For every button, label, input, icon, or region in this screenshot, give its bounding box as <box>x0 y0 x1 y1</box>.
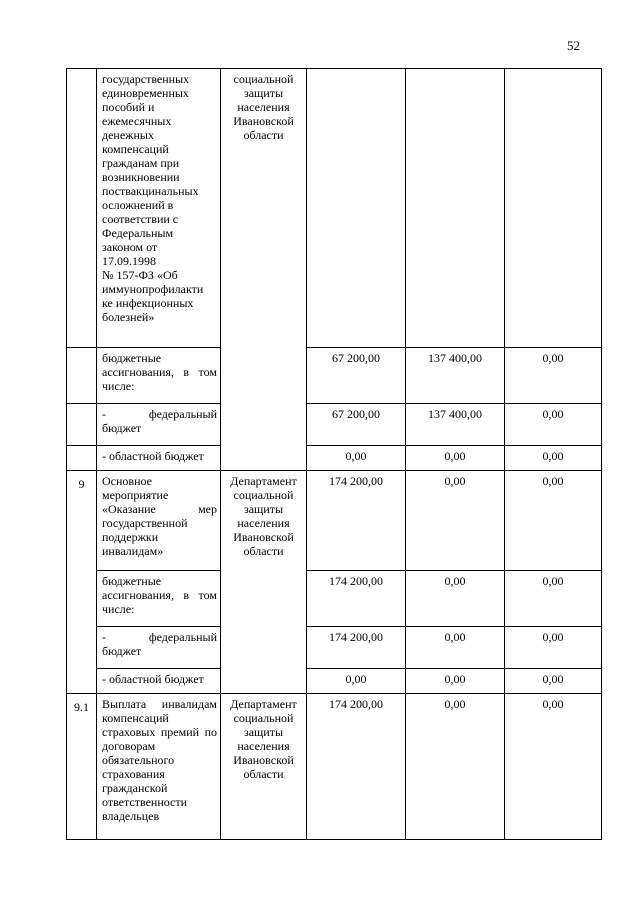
value-cell: 0,00 <box>505 348 602 404</box>
measure-name-cell <box>97 69 221 348</box>
executor-line: социальной <box>233 72 294 86</box>
name-line: болезней» <box>102 310 155 324</box>
measure-name-cell: - федеральный бюджет <box>97 404 221 446</box>
table-row <box>67 669 602 694</box>
row-number-cell <box>67 348 97 404</box>
executor-line: Ивановской <box>233 530 294 544</box>
value-cell: 0,00 <box>505 627 602 669</box>
value-cell: 0,00 <box>406 694 505 840</box>
name-line: ке инфекционных <box>102 296 194 310</box>
measure-name-cell: Выплата инвалидам компенсаций страховых премий по договорам обязательного страхования гражданской ответственности владельцев <box>97 694 221 840</box>
name-line: пособий и <box>102 100 155 114</box>
name-line: осложнений в <box>102 198 174 212</box>
value-cell: 0,00 <box>406 669 505 694</box>
name-line: компенсаций <box>102 142 169 156</box>
name-line: поствакцинальных <box>102 184 199 198</box>
name-line: государственных <box>102 72 190 86</box>
executor-line: защиты <box>243 502 284 516</box>
name-line: 17.09.1998 <box>102 254 156 268</box>
table-row <box>67 571 602 627</box>
value-cell: 0,00 <box>505 669 602 694</box>
table-row <box>67 404 602 446</box>
value-cell: 67 200,00 <box>307 404 406 446</box>
value-cell: 0,00 <box>505 694 602 840</box>
row-number-cell <box>67 446 97 471</box>
value-cell: 0,00 <box>505 571 602 627</box>
value-cell: 137 400,00 <box>406 348 505 404</box>
measure-name-cell: бюджетные ассигнования, в том числе: <box>97 348 221 404</box>
executor-line: социальной <box>233 488 294 502</box>
executor-line: Ивановской <box>233 753 294 767</box>
value-cell: 0,00 <box>505 446 602 471</box>
executor-line: социальной <box>233 711 294 725</box>
measure-name-cell: Основное мероприятие «Оказание мер государственной поддержки инвалидам» <box>97 471 221 571</box>
table-row <box>67 348 602 404</box>
name-line: Федеральным <box>102 226 174 240</box>
page-number: 52 <box>567 38 580 53</box>
value-cell <box>505 69 602 348</box>
table-row <box>67 69 602 348</box>
value-cell: 0,00 <box>406 627 505 669</box>
value-cell: 0,00 <box>406 471 505 571</box>
value-cell: 0,00 <box>406 446 505 471</box>
value-cell: 174 200,00 <box>307 627 406 669</box>
executor-cell <box>221 694 307 840</box>
value-cell: 0,00 <box>307 446 406 471</box>
name-line: денежных <box>102 128 154 142</box>
row-number-cell <box>67 404 97 446</box>
executor-line: Департамент <box>230 697 297 711</box>
name-line: законом от <box>102 240 158 254</box>
table-row <box>67 446 602 471</box>
value-cell: 0,00 <box>505 471 602 571</box>
executor-line: населения <box>237 100 290 114</box>
value-cell: 137 400,00 <box>406 404 505 446</box>
executor-cell <box>221 471 307 694</box>
executor-line: области <box>243 544 284 558</box>
table-row <box>67 471 602 571</box>
row-number-cell <box>67 69 97 348</box>
value-cell: 174 200,00 <box>307 694 406 840</box>
executor-line: защиты <box>243 725 284 739</box>
row-number-cell: 9 <box>67 471 97 694</box>
value-cell: 0,00 <box>406 571 505 627</box>
name-line: возникновении <box>102 170 180 184</box>
executor-line: защиты <box>243 86 284 100</box>
value-cell: 174 200,00 <box>307 471 406 571</box>
name-line: соответствии с <box>102 212 179 226</box>
executor-line: Ивановской <box>233 114 294 128</box>
executor-line: области <box>243 767 284 781</box>
table-row <box>67 694 602 840</box>
executor-cell <box>221 69 307 471</box>
measure-name-cell: - федеральный бюджет <box>97 627 221 669</box>
value-cell <box>307 69 406 348</box>
name-line: единовременных <box>102 86 189 100</box>
value-cell: 0,00 <box>307 669 406 694</box>
value-cell: 174 200,00 <box>307 571 406 627</box>
table-row <box>67 627 602 669</box>
measure-name-cell: - областной бюджет <box>97 446 221 471</box>
executor-line: Департамент <box>230 474 297 488</box>
executor-line: населения <box>237 516 290 530</box>
value-cell: 67 200,00 <box>307 348 406 404</box>
name-line: гражданам при <box>102 156 180 170</box>
executor-line: области <box>243 128 284 142</box>
executor-line: населения <box>237 739 290 753</box>
value-cell <box>406 69 505 348</box>
name-line: № 157-ФЗ «Об <box>102 268 178 282</box>
budget-table <box>66 68 602 840</box>
value-cell: 0,00 <box>505 404 602 446</box>
name-line: ежемесячных <box>102 114 172 128</box>
name-line: иммунопрофилакти <box>102 282 204 296</box>
row-number-cell: 9.1 <box>67 694 97 840</box>
measure-name-cell: - областной бюджет <box>97 669 221 694</box>
measure-name-cell: бюджетные ассигнования, в том числе: <box>97 571 221 627</box>
